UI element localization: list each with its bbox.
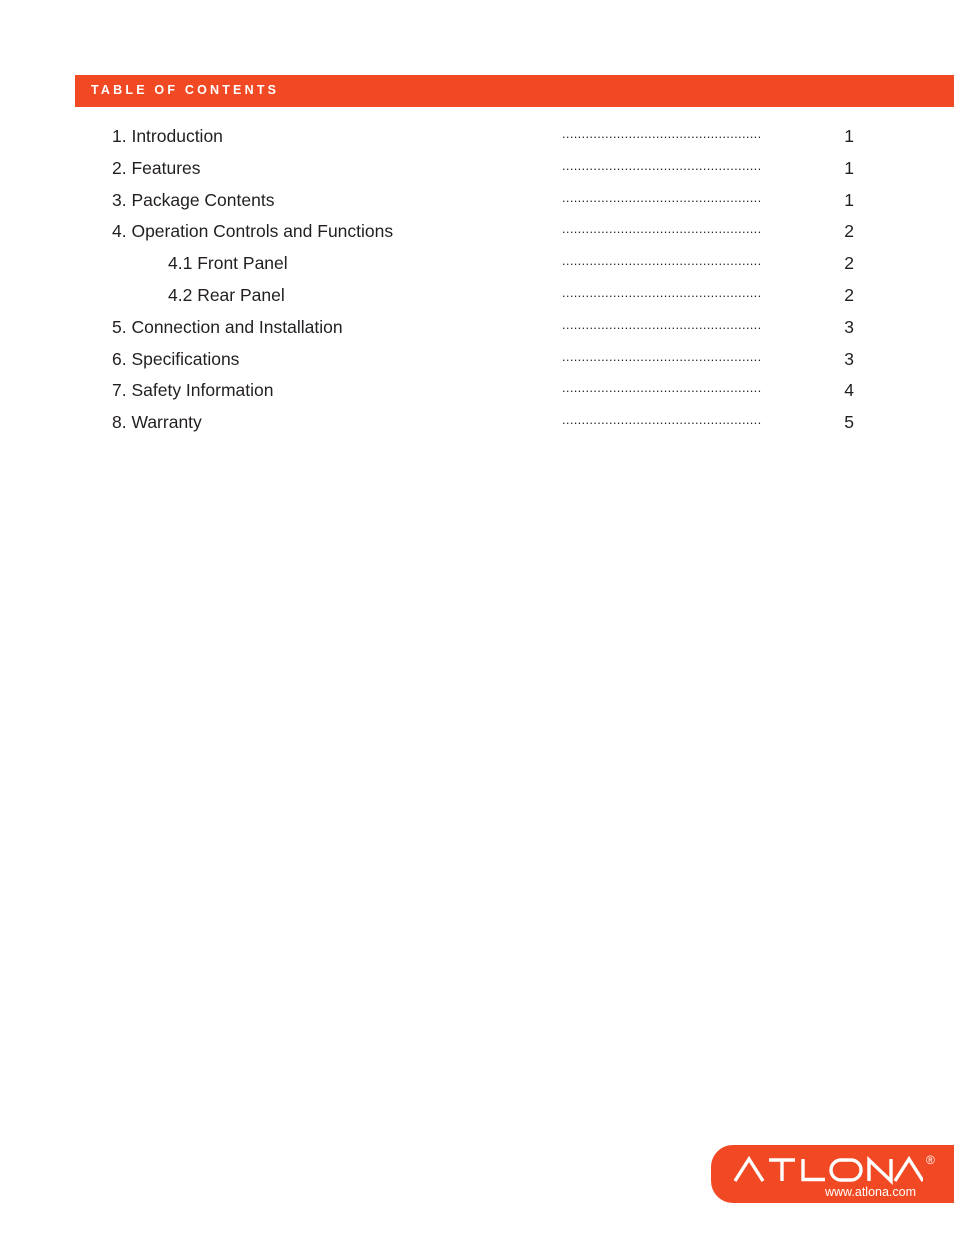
toc-entry[interactable] <box>0 122 954 154</box>
toc-entry-page-number: 2 <box>844 253 854 274</box>
toc-entry-leader-dots: ................................................... <box>562 189 762 205</box>
toc-entry-title: 5. Connection and Installation <box>112 316 343 337</box>
toc-entry-page-number: 2 <box>844 285 854 305</box>
toc-entry-page-number: 2 <box>844 221 854 242</box>
atlona-logo-icon <box>733 1153 923 1185</box>
toc-entry-title: 8. Warranty <box>112 412 202 433</box>
toc-entry-leader-dots: ................................................... <box>562 380 762 396</box>
toc-entry-title: 1. Introduction <box>112 126 223 146</box>
toc-entry[interactable] <box>0 249 954 281</box>
toc-entry-title: 4. Operation Controls and Functions <box>112 221 394 242</box>
section-header-bar <box>75 75 954 107</box>
toc-entry-leader-dots: ................................................... <box>562 412 762 428</box>
toc-entry-page-number: 3 <box>844 316 854 337</box>
toc-entry[interactable] <box>0 376 954 408</box>
atlona-logo-badge <box>711 1145 954 1203</box>
toc-entry-leader-dots: ................................................... <box>562 285 762 300</box>
toc-entry[interactable] <box>0 217 954 249</box>
toc-entry-leader-dots: ................................................... <box>562 253 762 269</box>
toc-entry-title: 4.2 Rear Panel <box>168 285 285 305</box>
toc-entry-title: 6. Specifications <box>112 348 240 369</box>
toc-entry-page-number: 1 <box>844 189 854 210</box>
toc-entry-leader-dots: ................................................... <box>562 348 762 364</box>
toc-entry-page-number: 1 <box>844 157 854 178</box>
registered-mark: ® <box>926 1153 935 1167</box>
toc-entry-title: 7. Safety Information <box>112 380 274 401</box>
toc-entry[interactable] <box>0 345 954 377</box>
toc-entry[interactable] <box>0 281 954 313</box>
toc-entry-title: 4.1 Front Panel <box>168 253 288 274</box>
toc-entry-leader-dots: ................................................... <box>562 126 762 141</box>
toc-entry-leader-dots: ................................................... <box>562 157 762 173</box>
toc-entry-leader-dots: ................................................... <box>562 221 762 237</box>
toc-entry-title: 2. Features <box>112 157 201 178</box>
website-url: www.atlona.com <box>825 1185 917 1199</box>
toc-entry-leader-dots: ................................................... <box>562 316 762 332</box>
toc-entry-page-number: 3 <box>844 348 854 369</box>
toc-entry-page-number: 1 <box>844 126 854 146</box>
toc-entry[interactable] <box>0 154 954 186</box>
toc-entry-title: 3. Package Contents <box>112 189 275 210</box>
toc-entry-page-number: 4 <box>844 380 854 401</box>
toc-entry[interactable] <box>0 408 954 440</box>
toc-entry[interactable] <box>0 313 954 345</box>
section-title: TABLE OF CONTENTS <box>91 83 280 97</box>
toc-entry-page-number: 5 <box>844 412 854 433</box>
toc-entry[interactable] <box>0 186 954 218</box>
